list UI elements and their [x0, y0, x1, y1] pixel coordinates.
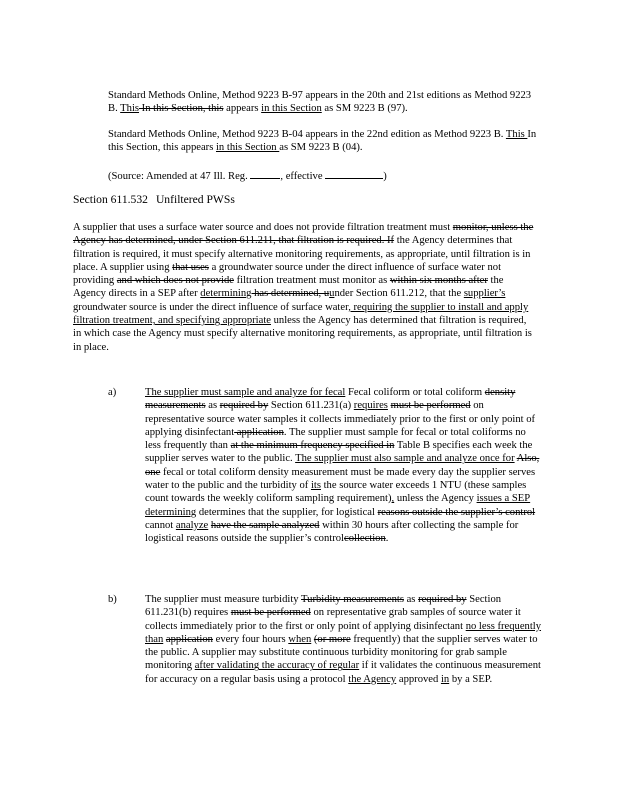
deletion: Turbidity measurements	[301, 594, 404, 605]
method-9223b04-note: Standard Methods Online, Method 9223 B-04 appears in the 22nd edition as Method 9223 B. This In this Section, this appears in this Section as SM 9223 B (04).	[108, 129, 537, 154]
deletion: at the minimum frequency specified in	[230, 440, 395, 452]
deletion: collection	[344, 533, 386, 545]
item-a-text: The supplier must sample and analyze for fecal Fecal coliform or total coliform density measurements as required by Section 611.231(a) requires must be performed on representative source water samples it collects immediately prior to the first or only point of applying disinfectant application. The supplier must sample for fecal or total coliforms no less frequently than at the minimum frequency specified in Table B specifies each week the supplier serves water to the public. The supplier must also sample and analyze once for Also, one fecal or total coliform density measurement must be made every day the supplier serves water to the public and the turbidity of its the source water exceeds 1 NTU (these samples count towards the weekly coliform sampling requirement), unless the Agency issues a SEP determining determines that the supplier, for logistical reasons outside the supplier’s control cannot analyze have the sample analyzed within 30 hours after collecting the sample for logistical reasons outside the supplier’s controlcollection.	[145, 387, 540, 545]
method-9223b97-note: Standard Methods Online, Method 9223 B-97 appears in the 20th and 21st editions as Method 9223 B. This In this Section, this appears in this Section as SM 9223 B (97).	[108, 90, 532, 115]
deletion: has determined, u	[251, 288, 330, 300]
deletion: must be performed	[230, 607, 311, 619]
insertion: analyze	[175, 519, 209, 531]
insertion: This	[120, 103, 140, 115]
insertion: in this Section	[215, 142, 280, 154]
insertion: in	[440, 673, 450, 685]
section-number: Section 611.532	[73, 193, 148, 206]
insertion: determining	[200, 288, 252, 300]
insertion: This	[505, 129, 528, 140]
insertion: requires	[353, 400, 388, 412]
deletion: required by	[219, 400, 269, 412]
item-a-label: a)	[108, 387, 117, 398]
insertion: issues a SEP determining	[145, 493, 531, 518]
insertion: after validating the accuracy of regular	[194, 660, 360, 672]
deletion: In this Section, this	[139, 103, 224, 115]
insertion: in this Section	[261, 103, 322, 115]
insertion: The supplier must sample and analyze for fecal	[145, 387, 346, 398]
deletion: application	[234, 426, 284, 438]
insertion: when	[288, 633, 312, 645]
deletion: within six months after	[389, 275, 488, 287]
deletion: that uses	[172, 261, 209, 273]
source-note: (Source: Amended at 47 Ill. Reg. , effective )	[108, 171, 387, 182]
deletion: monitor, unless the Agency has determined, under Section 611.211, that filtration is required. If	[73, 222, 534, 247]
section-heading	[73, 193, 235, 206]
insertion: supplier’s	[463, 288, 506, 300]
insertion: no less frequently than	[145, 620, 542, 645]
deletion: have the sample analyzed	[210, 519, 320, 531]
deletion: application	[165, 633, 213, 645]
insertion: ,	[391, 493, 395, 505]
deletion: and which does not provide	[116, 275, 234, 287]
blank-line	[250, 169, 280, 179]
item-b-text: The supplier must measure turbidity Turbidity measurements as required by Section 611.231(b) requires must be performed on representative grab samples of source water it collects immediately prior to the first or only point of applying disinfectant no less frequently than application every four hours when (or more frequently) that the supplier serves water to the public. A supplier may substitute continuous turbidity monitoring for grab sample monitoring after validating the accuracy of regular if it validates the continuous measurement for accuracy on a regular basis using a protocol the Agency approved in by a SEP.	[145, 594, 542, 685]
item-b-label: b)	[108, 594, 117, 605]
deletion: must be performed	[390, 400, 471, 412]
deletion: Also, one	[145, 453, 540, 478]
deletion: reasons outside the supplier’s control	[377, 506, 536, 518]
section-title: Unfiltered PWSs	[155, 193, 235, 206]
insertion: , requiring the supplier to install and apply filtration treatment, and specifying appropriate	[73, 301, 529, 327]
insertion: the Agency	[348, 673, 397, 685]
deletion: required by	[418, 594, 467, 605]
insertion: The supplier must also sample and analyze once for	[295, 453, 515, 465]
blank-line	[325, 169, 383, 179]
insertion: its	[310, 480, 321, 492]
deletion: density measurements	[145, 387, 516, 412]
deletion: (or more	[313, 633, 351, 645]
insertion: u	[329, 288, 335, 300]
main-paragraph: A supplier that uses a surface water source and does not provide filtration treatment must monitor, unless the Agency has determined, under Section 611.211, that filtration is required. If the Agency determines that filtration is required, it must specify alternative monitoring requirements, as appropriate, until filtration is in place. A supplier using that uses a groundwater source under the direct influence of surface water not providing and which does not provide filtration treatment must monitor as within six months after the Agency directs in a SEP after determining has determined, uunder Section 611.212, that the supplier’s groundwater source is under the direct influence of surface water, requiring the supplier to install and apply filtration treatment, and specifying appropriate unless the Agency has determined that filtration is required, in which case the Agency must specify alternative monitoring requirements, as appropriate, until filtration is in place.	[73, 222, 534, 353]
